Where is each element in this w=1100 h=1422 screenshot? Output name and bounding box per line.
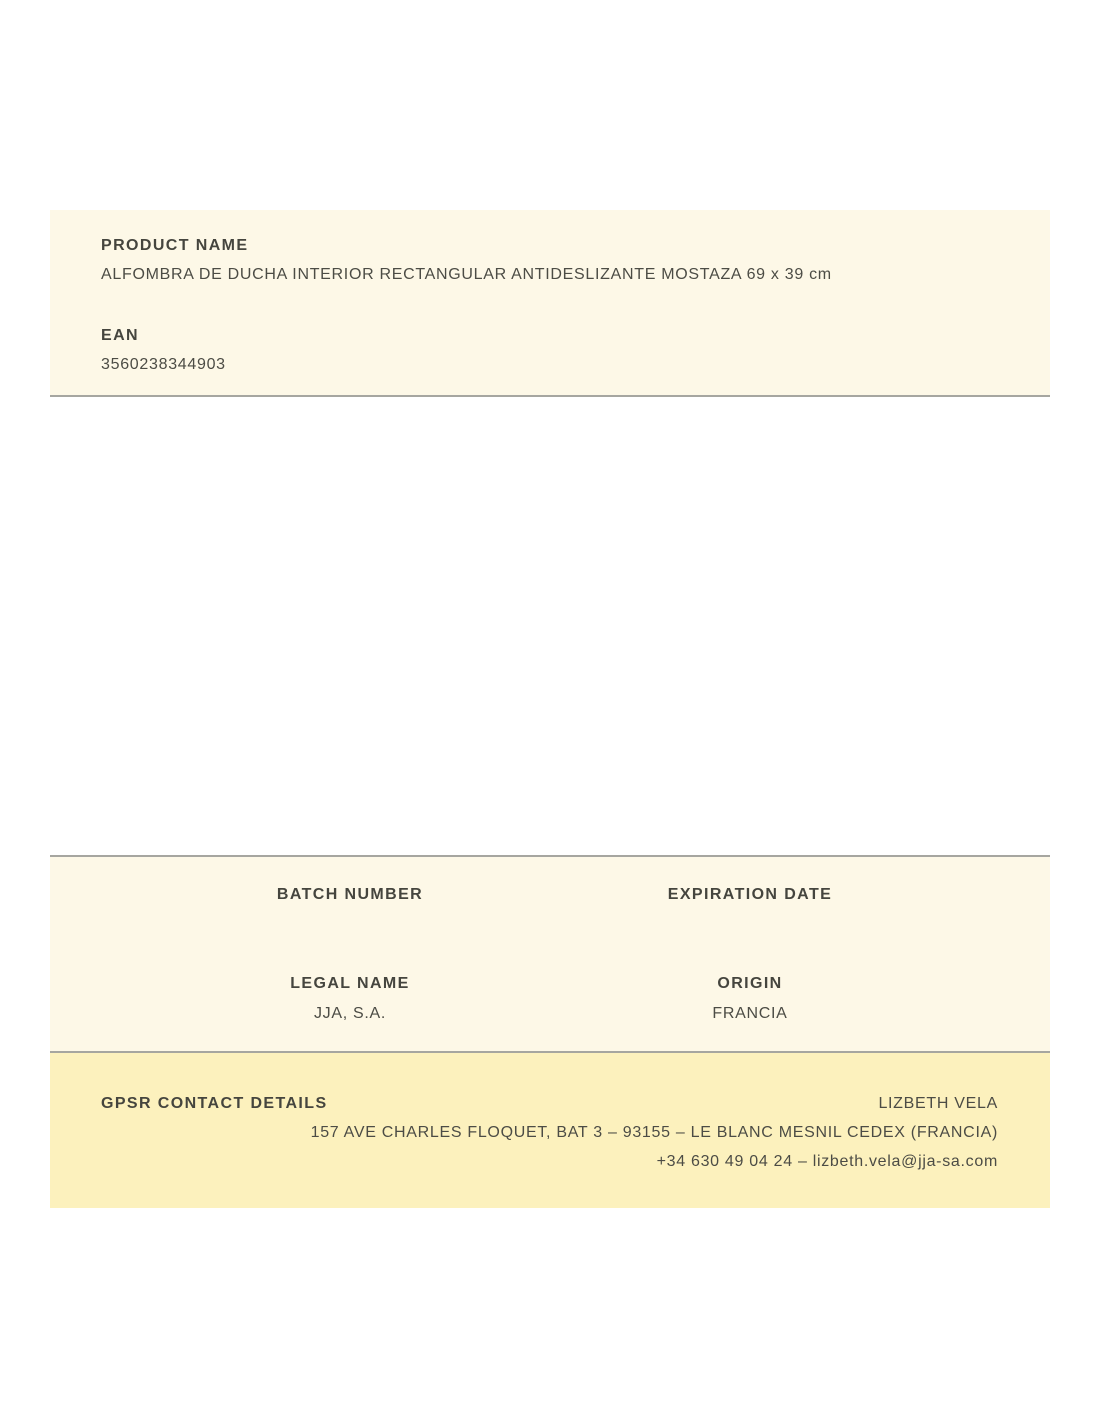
product-name-value: ALFOMBRA DE DUCHA INTERIOR RECTANGULAR ANTIDESLIZANTE MOSTAZA 69 x 39 cm xyxy=(101,266,832,283)
expiration-date-value xyxy=(550,915,950,934)
ean-label: EAN xyxy=(101,327,139,344)
batch-origin-section xyxy=(50,855,1050,1053)
batch-number-cell xyxy=(150,886,550,934)
origin-value: FRANCIA xyxy=(712,1005,788,1022)
product-info-section xyxy=(50,210,1050,397)
gpsr-contact-address: 157 AVE CHARLES FLOQUET, BAT 3 – 93155 – LE BLANC MESNIL CEDEX (FRANCIA) xyxy=(310,1124,998,1141)
expiration-date-cell xyxy=(550,886,950,934)
product-name-field xyxy=(101,237,999,284)
origin-label: ORIGIN xyxy=(717,975,783,992)
legal-name-value: JJA, S.A. xyxy=(313,1005,387,1022)
origin-cell xyxy=(550,975,950,1023)
gpsr-contact-name: LIZBETH VELA xyxy=(878,1095,998,1112)
gpsr-contact-heading: GPSR CONTACT DETAILS xyxy=(101,1095,328,1112)
gpsr-contact-phone-email: +34 630 49 04 24 – lizbeth.vela@jja-sa.com xyxy=(656,1153,998,1170)
batch-number-value xyxy=(150,915,550,934)
legal-name-cell xyxy=(150,975,550,1023)
batch-number-label: BATCH NUMBER xyxy=(276,886,424,903)
ean-field xyxy=(101,327,999,374)
ean-value: 3560238344903 xyxy=(101,356,226,373)
legal-name-label: LEGAL NAME xyxy=(290,975,410,992)
gpsr-contact-section xyxy=(50,1053,1050,1208)
batch-origin-grid xyxy=(150,886,950,1023)
product-name-label: PRODUCT NAME xyxy=(101,237,249,254)
expiration-date-label: EXPIRATION DATE xyxy=(667,886,833,903)
gpsr-contact-header-row xyxy=(101,1094,998,1113)
